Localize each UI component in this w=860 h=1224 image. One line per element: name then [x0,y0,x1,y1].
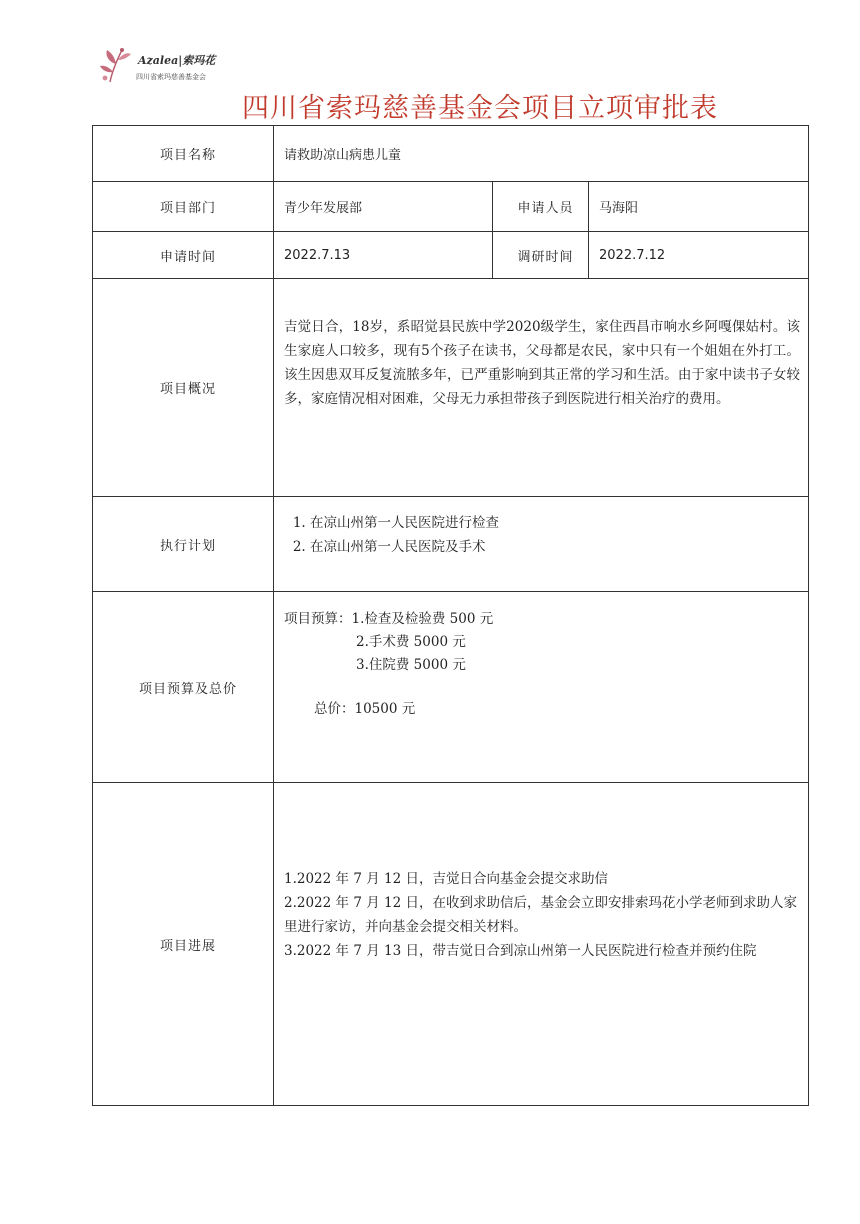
page-title: 四川省索玛慈善基金会项目立项审批表 [242,93,718,124]
applicant-value: 马海阳 [589,182,809,232]
row-project-name [93,126,809,182]
apply-date-label: 申请时间 [93,232,274,279]
overview-label: 项目概况 [93,279,274,497]
budget-prefix: 项目预算： [284,611,352,627]
progress-item: 1.2022 年 7 月 12 日，吉觉日合向基金会提交求助信 [284,871,608,887]
plan-item: 2. 在凉山州第一人民医院及手术 [310,535,808,559]
apply-date-value: 2022.7.13 [274,232,493,279]
budget-label: 项目预算及总价 [93,592,274,783]
approval-form-table [92,125,809,1106]
budget-block [284,608,808,721]
budget-item: 1.检查及检验费 500 元 [351,611,494,627]
progress-item: 3.2022 年 7 月 13 日，带吉觉日合到凉山州第一人民医院进行检查并预约住院 [284,943,757,959]
overview-text: 吉觉日合，18岁，系昭觉县民族中学2020级学生，家住西昌市响水乡阿嘎倮姑村。该生家庭人口较多，现有5个孩子在读书，父母都是农民，家中只有一个姐姐在外打工。该生因患双耳反复流脓多年，已严重影响到其正常的学习和生活。由于家中读书子女较多，家庭情况相对困难，父母无力承担带孩子到医院进行相关治疗的费用。 [284,319,800,407]
row-department [93,182,809,232]
applicant-label: 申请人员 [493,182,589,232]
budget-item: 2.手术费 5000 元 [356,634,466,650]
research-date-label: 调研时间 [493,232,589,279]
progress-label: 项目进展 [93,783,274,1106]
department-value: 青少年发展部 [274,182,493,232]
plan-label: 执行计划 [93,497,274,592]
row-progress [93,783,809,1106]
plan-list [284,511,808,559]
department-label: 项目部门 [93,182,274,232]
row-overview [93,279,809,497]
row-dates [93,232,809,279]
logo-brand-text: Azalea|索玛花 [138,54,216,67]
total-label: 总价： [314,701,355,717]
project-name-value: 请救助凉山病患儿童 [274,126,809,182]
progress-item: 2.2022 年 7 月 12 日，在收到求助信后，基金会立即安排索玛花小学老师到求助人家里进行家访，并向基金会提交相关材料。 [284,895,797,935]
azalea-flower-icon [96,44,136,88]
project-name-label: 项目名称 [93,126,274,182]
row-budget [93,592,809,783]
foundation-logo [96,44,236,90]
plan-item: 1. 在凉山州第一人民医院进行检查 [310,511,808,535]
research-date-value: 2022.7.12 [589,232,809,279]
progress-list [284,867,808,963]
total-value: 10500 元 [354,701,416,717]
row-plan [93,497,809,592]
budget-item: 3.住院费 5000 元 [356,657,466,673]
logo-subtitle: 四川省索玛慈善基金会 [136,73,206,81]
